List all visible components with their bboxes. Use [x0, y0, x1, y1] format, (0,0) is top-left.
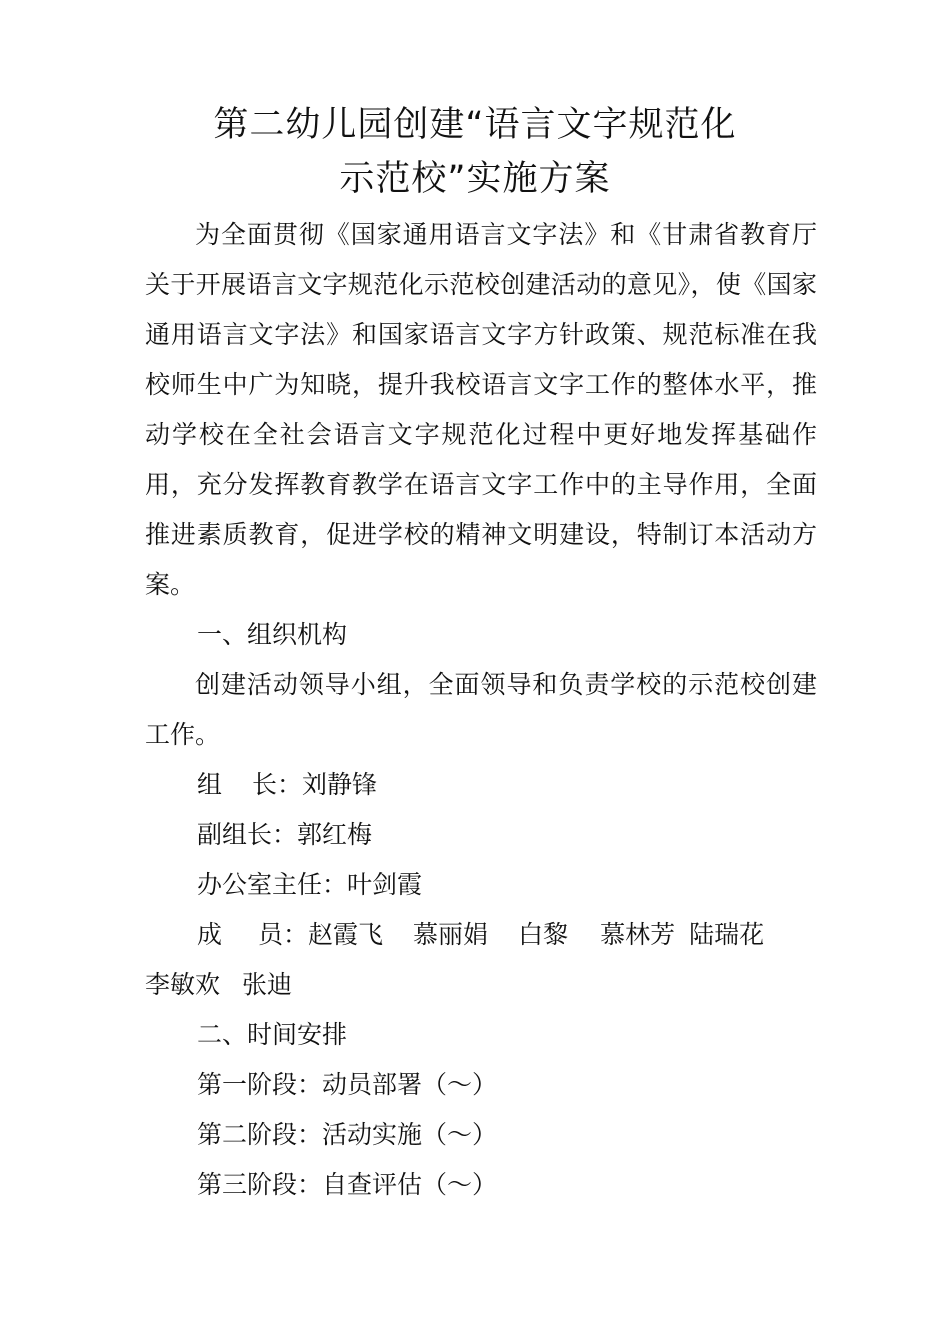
- title-line-2: 示范校”实施方案: [339, 159, 611, 199]
- document-title: [0, 98, 950, 206]
- section-2-heading: 二、时间安排: [197, 1020, 348, 1049]
- deputy-name: 郭红梅: [297, 820, 373, 849]
- members-label-2: 员：: [258, 920, 309, 949]
- leader-name: 刘静锋: [302, 770, 378, 799]
- member-name: 白黎: [518, 920, 569, 949]
- member-name: 慕丽娟: [413, 920, 489, 949]
- intro-paragraph: 为全面贯彻《国家通用语言文字法》和《甘肃省教育厅关于开展语言文字规范化示范校创建活动的意见》，使《国家通用语言文字法》和国家语言文字方针政策、规范标准在我校师生中广为知晓，提升我校语言文字工作的整体水平，推动学校在全社会语言文字规范化过程中更好地发挥基础作用，充分发挥教育教学在语言文字工作中的主导作用，全面推进素质教育，促进学校的精神文明建设，特制订本活动方案。: [145, 220, 817, 599]
- stage-3: 第三阶段：自查评估（～）: [197, 1170, 498, 1199]
- member-name: 赵霞飞: [308, 920, 384, 949]
- member-name: 慕林芳: [600, 920, 676, 949]
- deputy-row: [145, 810, 817, 860]
- members-row-continued: [145, 960, 817, 1010]
- office-label: 办公室主任：: [197, 870, 348, 899]
- title-line-1: 第二幼儿园创建“语言文字规范化: [213, 105, 737, 145]
- deputy-label: 副组长：: [197, 820, 298, 849]
- stage-1: 第一阶段：动员部署（～）: [197, 1070, 498, 1099]
- document-body: [145, 210, 817, 1210]
- members-row: [145, 910, 817, 960]
- office-row: [145, 860, 817, 910]
- member-name: 张迪: [242, 970, 293, 999]
- stage-2: 第二阶段：活动实施（～）: [197, 1120, 498, 1149]
- leader-label: 组: [197, 770, 223, 799]
- leader-row: [145, 760, 817, 810]
- leader-label-2: 长：: [252, 770, 303, 799]
- member-name: 陆瑞花: [689, 920, 765, 949]
- member-name: 李敏欢: [145, 970, 221, 999]
- section-1-heading: 一、组织机构: [197, 620, 348, 649]
- section-1-paragraph: 创建活动领导小组，全面领导和负责学校的示范校创建工作。: [145, 670, 817, 749]
- members-label: 成: [197, 920, 223, 949]
- office-name: 叶剑霞: [347, 870, 423, 899]
